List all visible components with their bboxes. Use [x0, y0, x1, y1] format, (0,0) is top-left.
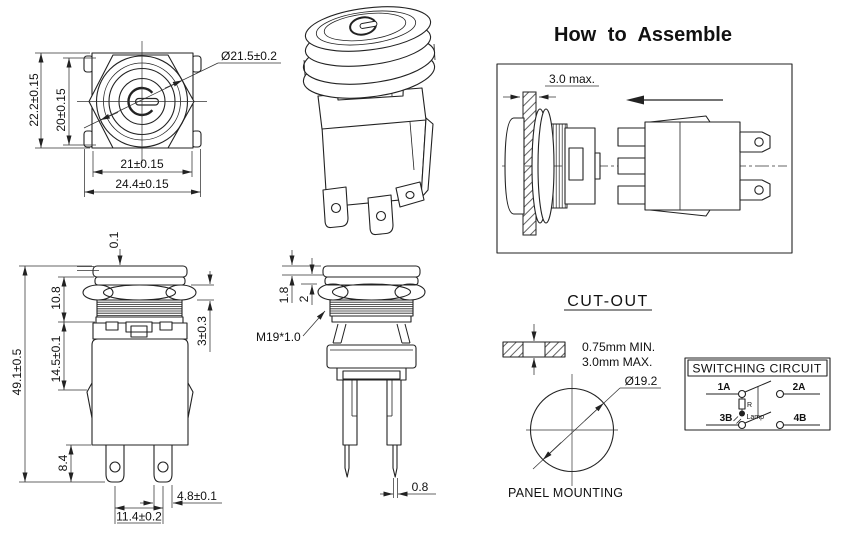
cutout-section — [503, 293, 661, 500]
lamp-symbol-icon — [739, 411, 745, 417]
contact-1a — [739, 391, 746, 398]
mounting-clips — [333, 324, 410, 343]
isometric-view — [301, 0, 438, 234]
contact-3b — [739, 422, 746, 429]
panel-cross-section — [503, 342, 523, 357]
terminal-label-4b: 4B — [793, 413, 807, 424]
dim-bezel-step: 2 — [297, 295, 311, 303]
terminal-label-2a: 2A — [792, 382, 806, 393]
side-view-front — [10, 231, 222, 524]
base-bracket — [337, 368, 406, 380]
arrow-head-icon — [626, 96, 644, 105]
dim-panel-thickness: 3.0 max. — [548, 72, 596, 86]
dim-cap-lip: 1.8 — [277, 286, 291, 304]
main-body — [92, 339, 188, 445]
resistor-symbol-icon — [739, 399, 745, 409]
dim-total-height: 49.1±0.5 — [10, 348, 24, 396]
assembly-title: How to Assemble — [554, 24, 732, 46]
cap-top — [93, 266, 187, 277]
resistor-label: R — [747, 402, 753, 409]
button-cap-side — [505, 118, 524, 214]
switch-housing — [645, 122, 740, 210]
dim-terminal-length: 8.4 — [56, 454, 70, 472]
assembly-section — [497, 24, 792, 253]
switch-housing — [327, 345, 416, 368]
switching-circuit — [685, 358, 830, 430]
switch-unit — [618, 116, 770, 216]
side-view-side — [256, 250, 436, 498]
dim-nut-thickness: 3±0.3 — [195, 316, 209, 346]
cap-lip — [95, 277, 185, 285]
cutout-title: CUT-OUT — [567, 293, 649, 310]
dim-width-outer: 24.4±0.15 — [115, 177, 169, 191]
contact-4b — [777, 422, 784, 429]
panel-cutout-hole — [526, 374, 661, 486]
side-clip — [87, 383, 92, 418]
dim-cap-step: 0.1 — [107, 231, 121, 249]
hex-nut-side — [538, 109, 554, 223]
circuit-title: SWITCHING CIRCUIT — [692, 361, 822, 376]
lamp-label: Lamp — [746, 414, 765, 421]
pcb-pin — [345, 445, 349, 477]
collar-ring — [332, 316, 411, 322]
panel-mounting-caption: PANEL MOUNTING — [508, 486, 624, 500]
contact-2a — [777, 391, 784, 398]
hole-diameter: Ø19.2 — [624, 374, 658, 388]
dim-terminal-width: 4.8±0.1 — [177, 489, 217, 503]
dim-cap-diameter: Ø21.5±0.2 — [221, 49, 277, 63]
cap-top — [323, 266, 420, 277]
dim-height-inner: 20±0.15 — [54, 88, 68, 132]
leg — [387, 380, 401, 445]
side-clip — [188, 383, 193, 418]
terminal-label-1a: 1A — [717, 382, 731, 393]
thread-spec: M19*1.0 — [256, 330, 301, 344]
front-view — [27, 41, 281, 197]
panel-min-thickness: 0.75mm MIN. — [582, 340, 656, 354]
dim-height-outer: 22.2±0.15 — [27, 73, 41, 127]
pcb-pin — [393, 445, 397, 477]
dim-upper-body-height: 14.5±0.1 — [49, 335, 63, 383]
terminal-label-3b: 3B — [719, 413, 733, 424]
dim-head-height: 10.8 — [49, 286, 63, 310]
dim-terminal-pitch: 11.4±0.2 — [116, 509, 162, 524]
hex-nut-lens — [104, 285, 176, 300]
dim-pin-thickness: 0.8 — [411, 480, 429, 494]
leg — [343, 380, 357, 445]
panel-max-thickness: 3.0mm MAX. — [582, 355, 653, 369]
dim-width-inner: 21±0.15 — [120, 157, 164, 171]
